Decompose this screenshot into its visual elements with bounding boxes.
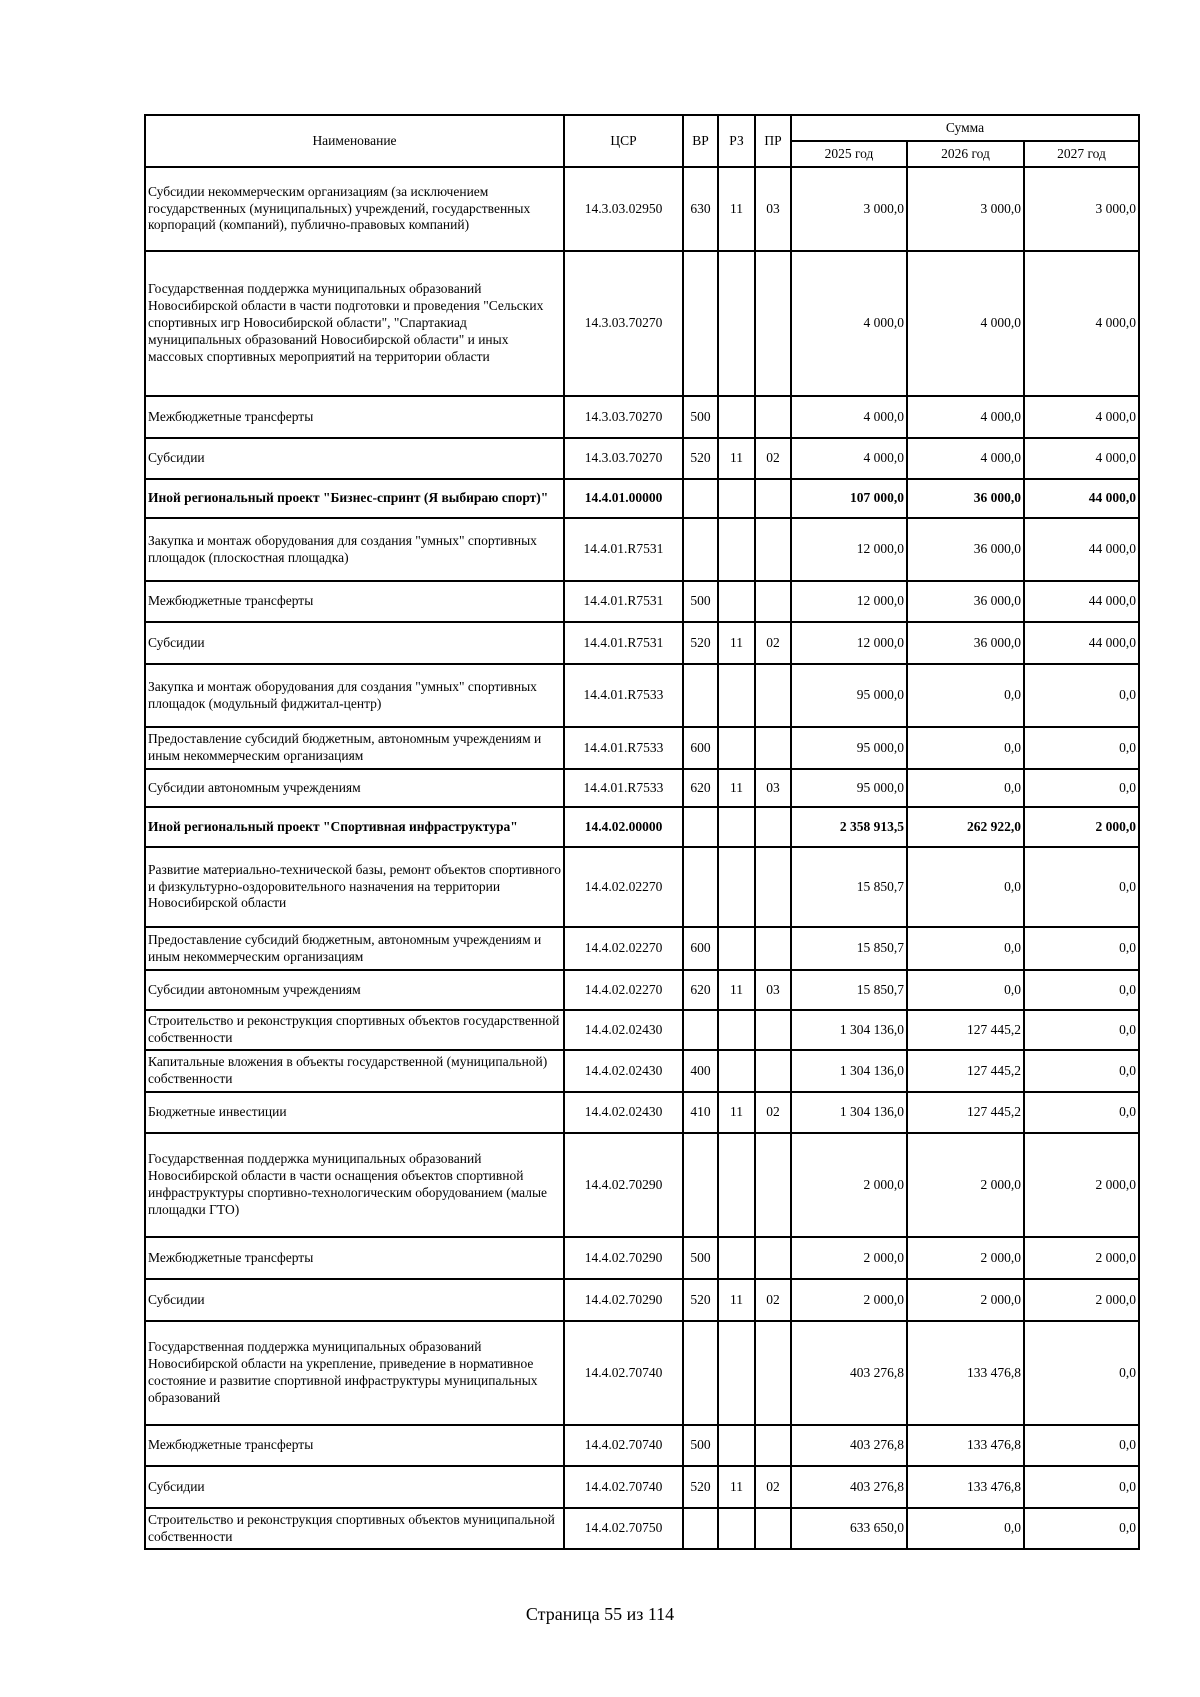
table-body <box>145 167 1139 1549</box>
cell-2026: 36 000,0 <box>907 518 1024 581</box>
cell-rz: 11 <box>718 1279 755 1321</box>
cell-name: Государственная поддержка муниципальных образований Новосибирской области в части подготовки и проведения "Сельских спортивных игр Новосибирской области", "Спартакиад муниципальных образований Новосибирской области" и иных массовых спортивных мероприятий на территории области <box>145 251 564 396</box>
cell-vr: 500 <box>683 1425 718 1466</box>
cell-rz: 11 <box>718 1466 755 1508</box>
cell-2027: 0,0 <box>1024 1425 1139 1466</box>
cell-csr: 14.4.02.70740 <box>564 1321 683 1425</box>
cell-vr <box>683 807 718 847</box>
cell-rz <box>718 1010 755 1050</box>
cell-pr <box>755 1237 791 1279</box>
cell-csr: 14.4.02.02270 <box>564 847 683 927</box>
cell-pr <box>755 664 791 727</box>
cell-csr: 14.4.01.00000 <box>564 479 683 518</box>
cell-2026: 4 000,0 <box>907 251 1024 396</box>
table-row <box>145 1279 1139 1321</box>
cell-vr <box>683 479 718 518</box>
table-row <box>145 622 1139 664</box>
header-year-2027: 2027 год <box>1024 141 1139 167</box>
cell-pr <box>755 479 791 518</box>
table-row <box>145 438 1139 479</box>
cell-pr: 02 <box>755 622 791 664</box>
cell-2027: 0,0 <box>1024 970 1139 1010</box>
cell-2027: 0,0 <box>1024 1010 1139 1050</box>
table-row <box>145 1425 1139 1466</box>
table-row <box>145 396 1139 438</box>
cell-csr: 14.4.02.70290 <box>564 1279 683 1321</box>
cell-2025: 633 650,0 <box>791 1508 907 1549</box>
cell-pr: 03 <box>755 769 791 807</box>
header-sum: Сумма <box>791 115 1139 141</box>
cell-rz <box>718 807 755 847</box>
cell-csr: 14.4.01.R7533 <box>564 769 683 807</box>
cell-2026: 127 445,2 <box>907 1092 1024 1133</box>
cell-name: Субсидии автономным учреждениям <box>145 970 564 1010</box>
cell-name: Закупка и монтаж оборудования для создания "умных" спортивных площадок (плоскостная площадка) <box>145 518 564 581</box>
cell-vr <box>683 664 718 727</box>
cell-pr <box>755 581 791 622</box>
cell-pr <box>755 927 791 970</box>
cell-vr: 620 <box>683 970 718 1010</box>
cell-2025: 4 000,0 <box>791 438 907 479</box>
cell-2026: 0,0 <box>907 664 1024 727</box>
cell-name: Субсидии некоммерческим организациям (за исключением государственных (муниципальных) учреждений, государственных корпораций (компаний), публично-правовых компаний) <box>145 167 564 251</box>
cell-rz: 11 <box>718 167 755 251</box>
table-row <box>145 769 1139 807</box>
cell-2025: 2 000,0 <box>791 1133 907 1237</box>
cell-name: Межбюджетные трансферты <box>145 1237 564 1279</box>
cell-rz <box>718 396 755 438</box>
cell-csr: 14.4.01.R7531 <box>564 518 683 581</box>
cell-vr: 600 <box>683 727 718 769</box>
table-row <box>145 251 1139 396</box>
cell-vr: 400 <box>683 1050 718 1092</box>
cell-2027: 2 000,0 <box>1024 1133 1139 1237</box>
cell-csr: 14.4.02.02270 <box>564 970 683 1010</box>
cell-csr: 14.4.02.70750 <box>564 1508 683 1549</box>
cell-2026: 133 476,8 <box>907 1466 1024 1508</box>
cell-csr: 14.4.01.R7531 <box>564 622 683 664</box>
cell-pr: 03 <box>755 167 791 251</box>
cell-pr <box>755 1508 791 1549</box>
cell-2025: 2 000,0 <box>791 1237 907 1279</box>
cell-name: Субсидии <box>145 1466 564 1508</box>
cell-rz <box>718 1508 755 1549</box>
cell-name: Бюджетные инвестиции <box>145 1092 564 1133</box>
cell-csr: 14.3.03.70270 <box>564 251 683 396</box>
cell-2025: 2 000,0 <box>791 1279 907 1321</box>
cell-csr: 14.3.03.70270 <box>564 438 683 479</box>
cell-2026: 36 000,0 <box>907 581 1024 622</box>
cell-2026: 2 000,0 <box>907 1237 1024 1279</box>
table-header <box>145 115 1139 167</box>
cell-2026: 36 000,0 <box>907 479 1024 518</box>
cell-2027: 0,0 <box>1024 927 1139 970</box>
cell-name: Иной региональный проект "Спортивная инфраструктура" <box>145 807 564 847</box>
cell-csr: 14.3.03.02950 <box>564 167 683 251</box>
cell-name: Предоставление субсидий бюджетным, автономным учреждениям и иным некоммерческим организациям <box>145 727 564 769</box>
cell-rz <box>718 251 755 396</box>
cell-2027: 0,0 <box>1024 1050 1139 1092</box>
cell-csr: 14.3.03.70270 <box>564 396 683 438</box>
table-row <box>145 167 1139 251</box>
cell-2025: 1 304 136,0 <box>791 1050 907 1092</box>
table-row <box>145 1321 1139 1425</box>
cell-rz <box>718 479 755 518</box>
header-vr: ВР <box>683 115 718 167</box>
cell-pr <box>755 1050 791 1092</box>
table-row <box>145 1133 1139 1237</box>
cell-2027: 4 000,0 <box>1024 438 1139 479</box>
table-row <box>145 1010 1139 1050</box>
cell-vr <box>683 1508 718 1549</box>
cell-rz <box>718 1321 755 1425</box>
cell-csr: 14.4.02.70290 <box>564 1133 683 1237</box>
cell-name: Субсидии <box>145 622 564 664</box>
header-year-2025: 2025 год <box>791 141 907 167</box>
cell-2027: 44 000,0 <box>1024 622 1139 664</box>
cell-2026: 127 445,2 <box>907 1050 1024 1092</box>
cell-csr: 14.4.02.02430 <box>564 1092 683 1133</box>
cell-2026: 133 476,8 <box>907 1425 1024 1466</box>
cell-2025: 1 304 136,0 <box>791 1010 907 1050</box>
cell-vr <box>683 518 718 581</box>
cell-csr: 14.4.02.02270 <box>564 927 683 970</box>
cell-name: Межбюджетные трансферты <box>145 581 564 622</box>
cell-rz: 11 <box>718 1092 755 1133</box>
cell-rz <box>718 1133 755 1237</box>
cell-pr: 02 <box>755 1466 791 1508</box>
cell-vr: 500 <box>683 396 718 438</box>
table-row <box>145 581 1139 622</box>
cell-name: Межбюджетные трансферты <box>145 396 564 438</box>
cell-2025: 95 000,0 <box>791 664 907 727</box>
cell-2026: 36 000,0 <box>907 622 1024 664</box>
cell-vr: 500 <box>683 581 718 622</box>
cell-vr <box>683 1133 718 1237</box>
cell-2025: 15 850,7 <box>791 927 907 970</box>
cell-2026: 127 445,2 <box>907 1010 1024 1050</box>
cell-vr: 410 <box>683 1092 718 1133</box>
cell-2026: 0,0 <box>907 927 1024 970</box>
page-number: Страница 55 из 114 <box>525 1604 675 1624</box>
cell-2025: 4 000,0 <box>791 251 907 396</box>
cell-2025: 403 276,8 <box>791 1425 907 1466</box>
cell-rz <box>718 1425 755 1466</box>
cell-vr: 520 <box>683 1466 718 1508</box>
cell-2026: 262 922,0 <box>907 807 1024 847</box>
cell-rz <box>718 847 755 927</box>
cell-2027: 44 000,0 <box>1024 518 1139 581</box>
cell-rz <box>718 518 755 581</box>
table-row <box>145 1237 1139 1279</box>
table-row <box>145 1092 1139 1133</box>
cell-2026: 0,0 <box>907 1508 1024 1549</box>
cell-vr: 520 <box>683 622 718 664</box>
cell-csr: 14.4.02.70740 <box>564 1466 683 1508</box>
cell-csr: 14.4.01.R7531 <box>564 581 683 622</box>
cell-pr <box>755 1425 791 1466</box>
cell-2027: 0,0 <box>1024 847 1139 927</box>
cell-2025: 15 850,7 <box>791 847 907 927</box>
cell-pr <box>755 1133 791 1237</box>
cell-csr: 14.4.02.70290 <box>564 1237 683 1279</box>
cell-rz <box>718 1237 755 1279</box>
cell-2027: 0,0 <box>1024 1466 1139 1508</box>
cell-2026: 0,0 <box>907 970 1024 1010</box>
cell-csr: 14.4.02.70740 <box>564 1425 683 1466</box>
header-pr: ПР <box>755 115 791 167</box>
cell-2025: 12 000,0 <box>791 622 907 664</box>
cell-2027: 0,0 <box>1024 1508 1139 1549</box>
cell-csr: 14.4.02.02430 <box>564 1050 683 1092</box>
table-row <box>145 664 1139 727</box>
cell-csr: 14.4.02.02430 <box>564 1010 683 1050</box>
cell-2026: 2 000,0 <box>907 1279 1024 1321</box>
cell-2026: 2 000,0 <box>907 1133 1024 1237</box>
cell-name: Предоставление субсидий бюджетным, автономным учреждениям и иным некоммерческим организациям <box>145 927 564 970</box>
cell-2025: 12 000,0 <box>791 581 907 622</box>
cell-2027: 44 000,0 <box>1024 479 1139 518</box>
cell-rz <box>718 664 755 727</box>
cell-name: Межбюджетные трансферты <box>145 1425 564 1466</box>
cell-name: Государственная поддержка муниципальных образований Новосибирской области в части оснащения объектов спортивной инфраструктуры спортивно-технологическим оборудованием (малые площадки ГТО) <box>145 1133 564 1237</box>
cell-pr <box>755 1321 791 1425</box>
cell-pr: 03 <box>755 970 791 1010</box>
cell-vr: 520 <box>683 1279 718 1321</box>
cell-pr <box>755 396 791 438</box>
cell-2025: 95 000,0 <box>791 769 907 807</box>
table-row <box>145 518 1139 581</box>
cell-2025: 15 850,7 <box>791 970 907 1010</box>
table-row <box>145 727 1139 769</box>
cell-vr: 600 <box>683 927 718 970</box>
cell-vr: 630 <box>683 167 718 251</box>
table-row <box>145 479 1139 518</box>
cell-name: Строительство и реконструкция спортивных объектов государственной собственности <box>145 1010 564 1050</box>
cell-rz: 11 <box>718 970 755 1010</box>
cell-2026: 0,0 <box>907 727 1024 769</box>
table-row <box>145 807 1139 847</box>
cell-2027: 0,0 <box>1024 1092 1139 1133</box>
header-year-2026: 2026 год <box>907 141 1024 167</box>
table-row <box>145 1050 1139 1092</box>
cell-2027: 44 000,0 <box>1024 581 1139 622</box>
cell-2027: 0,0 <box>1024 769 1139 807</box>
cell-pr <box>755 251 791 396</box>
cell-rz <box>718 727 755 769</box>
cell-2025: 2 358 913,5 <box>791 807 907 847</box>
cell-vr: 520 <box>683 438 718 479</box>
cell-rz <box>718 927 755 970</box>
cell-csr: 14.4.01.R7533 <box>564 664 683 727</box>
cell-2026: 3 000,0 <box>907 167 1024 251</box>
cell-2027: 4 000,0 <box>1024 251 1139 396</box>
cell-name: Субсидии <box>145 1279 564 1321</box>
cell-2025: 4 000,0 <box>791 396 907 438</box>
cell-2027: 4 000,0 <box>1024 396 1139 438</box>
cell-name: Государственная поддержка муниципальных образований Новосибирской области на укрепление, приведение в нормативное состояние и развитие спортивной инфраструктуры муниципальных образований <box>145 1321 564 1425</box>
cell-2025: 403 276,8 <box>791 1321 907 1425</box>
cell-rz: 11 <box>718 769 755 807</box>
cell-2027: 2 000,0 <box>1024 1279 1139 1321</box>
cell-vr <box>683 1321 718 1425</box>
cell-vr <box>683 847 718 927</box>
cell-rz: 11 <box>718 438 755 479</box>
budget-table <box>144 114 1140 1550</box>
cell-name: Иной региональный проект "Бизнес-спринт (Я выбираю спорт)" <box>145 479 564 518</box>
cell-2026: 0,0 <box>907 847 1024 927</box>
cell-2025: 107 000,0 <box>791 479 907 518</box>
cell-vr <box>683 251 718 396</box>
cell-pr <box>755 1010 791 1050</box>
table-row <box>145 1466 1139 1508</box>
cell-rz <box>718 581 755 622</box>
header-csr: ЦСР <box>564 115 683 167</box>
cell-pr <box>755 518 791 581</box>
cell-vr: 620 <box>683 769 718 807</box>
cell-vr <box>683 1010 718 1050</box>
cell-2027: 2 000,0 <box>1024 807 1139 847</box>
table-row <box>145 1508 1139 1549</box>
cell-pr <box>755 847 791 927</box>
cell-2025: 95 000,0 <box>791 727 907 769</box>
cell-2027: 0,0 <box>1024 1321 1139 1425</box>
cell-vr: 500 <box>683 1237 718 1279</box>
cell-2026: 133 476,8 <box>907 1321 1024 1425</box>
cell-2027: 3 000,0 <box>1024 167 1139 251</box>
cell-csr: 14.4.02.00000 <box>564 807 683 847</box>
cell-2025: 1 304 136,0 <box>791 1092 907 1133</box>
cell-name: Закупка и монтаж оборудования для создания "умных" спортивных площадок (модульный фиджитал-центр) <box>145 664 564 727</box>
cell-2025: 3 000,0 <box>791 167 907 251</box>
table-row <box>145 970 1139 1010</box>
cell-2026: 4 000,0 <box>907 438 1024 479</box>
cell-name: Субсидии автономным учреждениям <box>145 769 564 807</box>
cell-name: Строительство и реконструкция спортивных объектов муниципальной собственности <box>145 1508 564 1549</box>
cell-2026: 0,0 <box>907 769 1024 807</box>
header-name: Наименование <box>145 115 564 167</box>
table-row <box>145 927 1139 970</box>
cell-pr <box>755 727 791 769</box>
cell-pr: 02 <box>755 1279 791 1321</box>
cell-name: Развитие материально-технической базы, ремонт объектов спортивного и физкультурно-оздоровительного назначения на территории Новосибирской области <box>145 847 564 927</box>
cell-2027: 0,0 <box>1024 727 1139 769</box>
cell-2025: 12 000,0 <box>791 518 907 581</box>
cell-2026: 4 000,0 <box>907 396 1024 438</box>
cell-rz <box>718 1050 755 1092</box>
cell-name: Субсидии <box>145 438 564 479</box>
cell-name: Капитальные вложения в объекты государственной (муниципальной) собственности <box>145 1050 564 1092</box>
cell-2025: 403 276,8 <box>791 1466 907 1508</box>
table-row <box>145 847 1139 927</box>
cell-2027: 2 000,0 <box>1024 1237 1139 1279</box>
cell-pr: 02 <box>755 1092 791 1133</box>
cell-csr: 14.4.01.R7533 <box>564 727 683 769</box>
cell-rz: 11 <box>718 622 755 664</box>
cell-pr: 02 <box>755 438 791 479</box>
cell-2027: 0,0 <box>1024 664 1139 727</box>
cell-pr <box>755 807 791 847</box>
header-rz: РЗ <box>718 115 755 167</box>
